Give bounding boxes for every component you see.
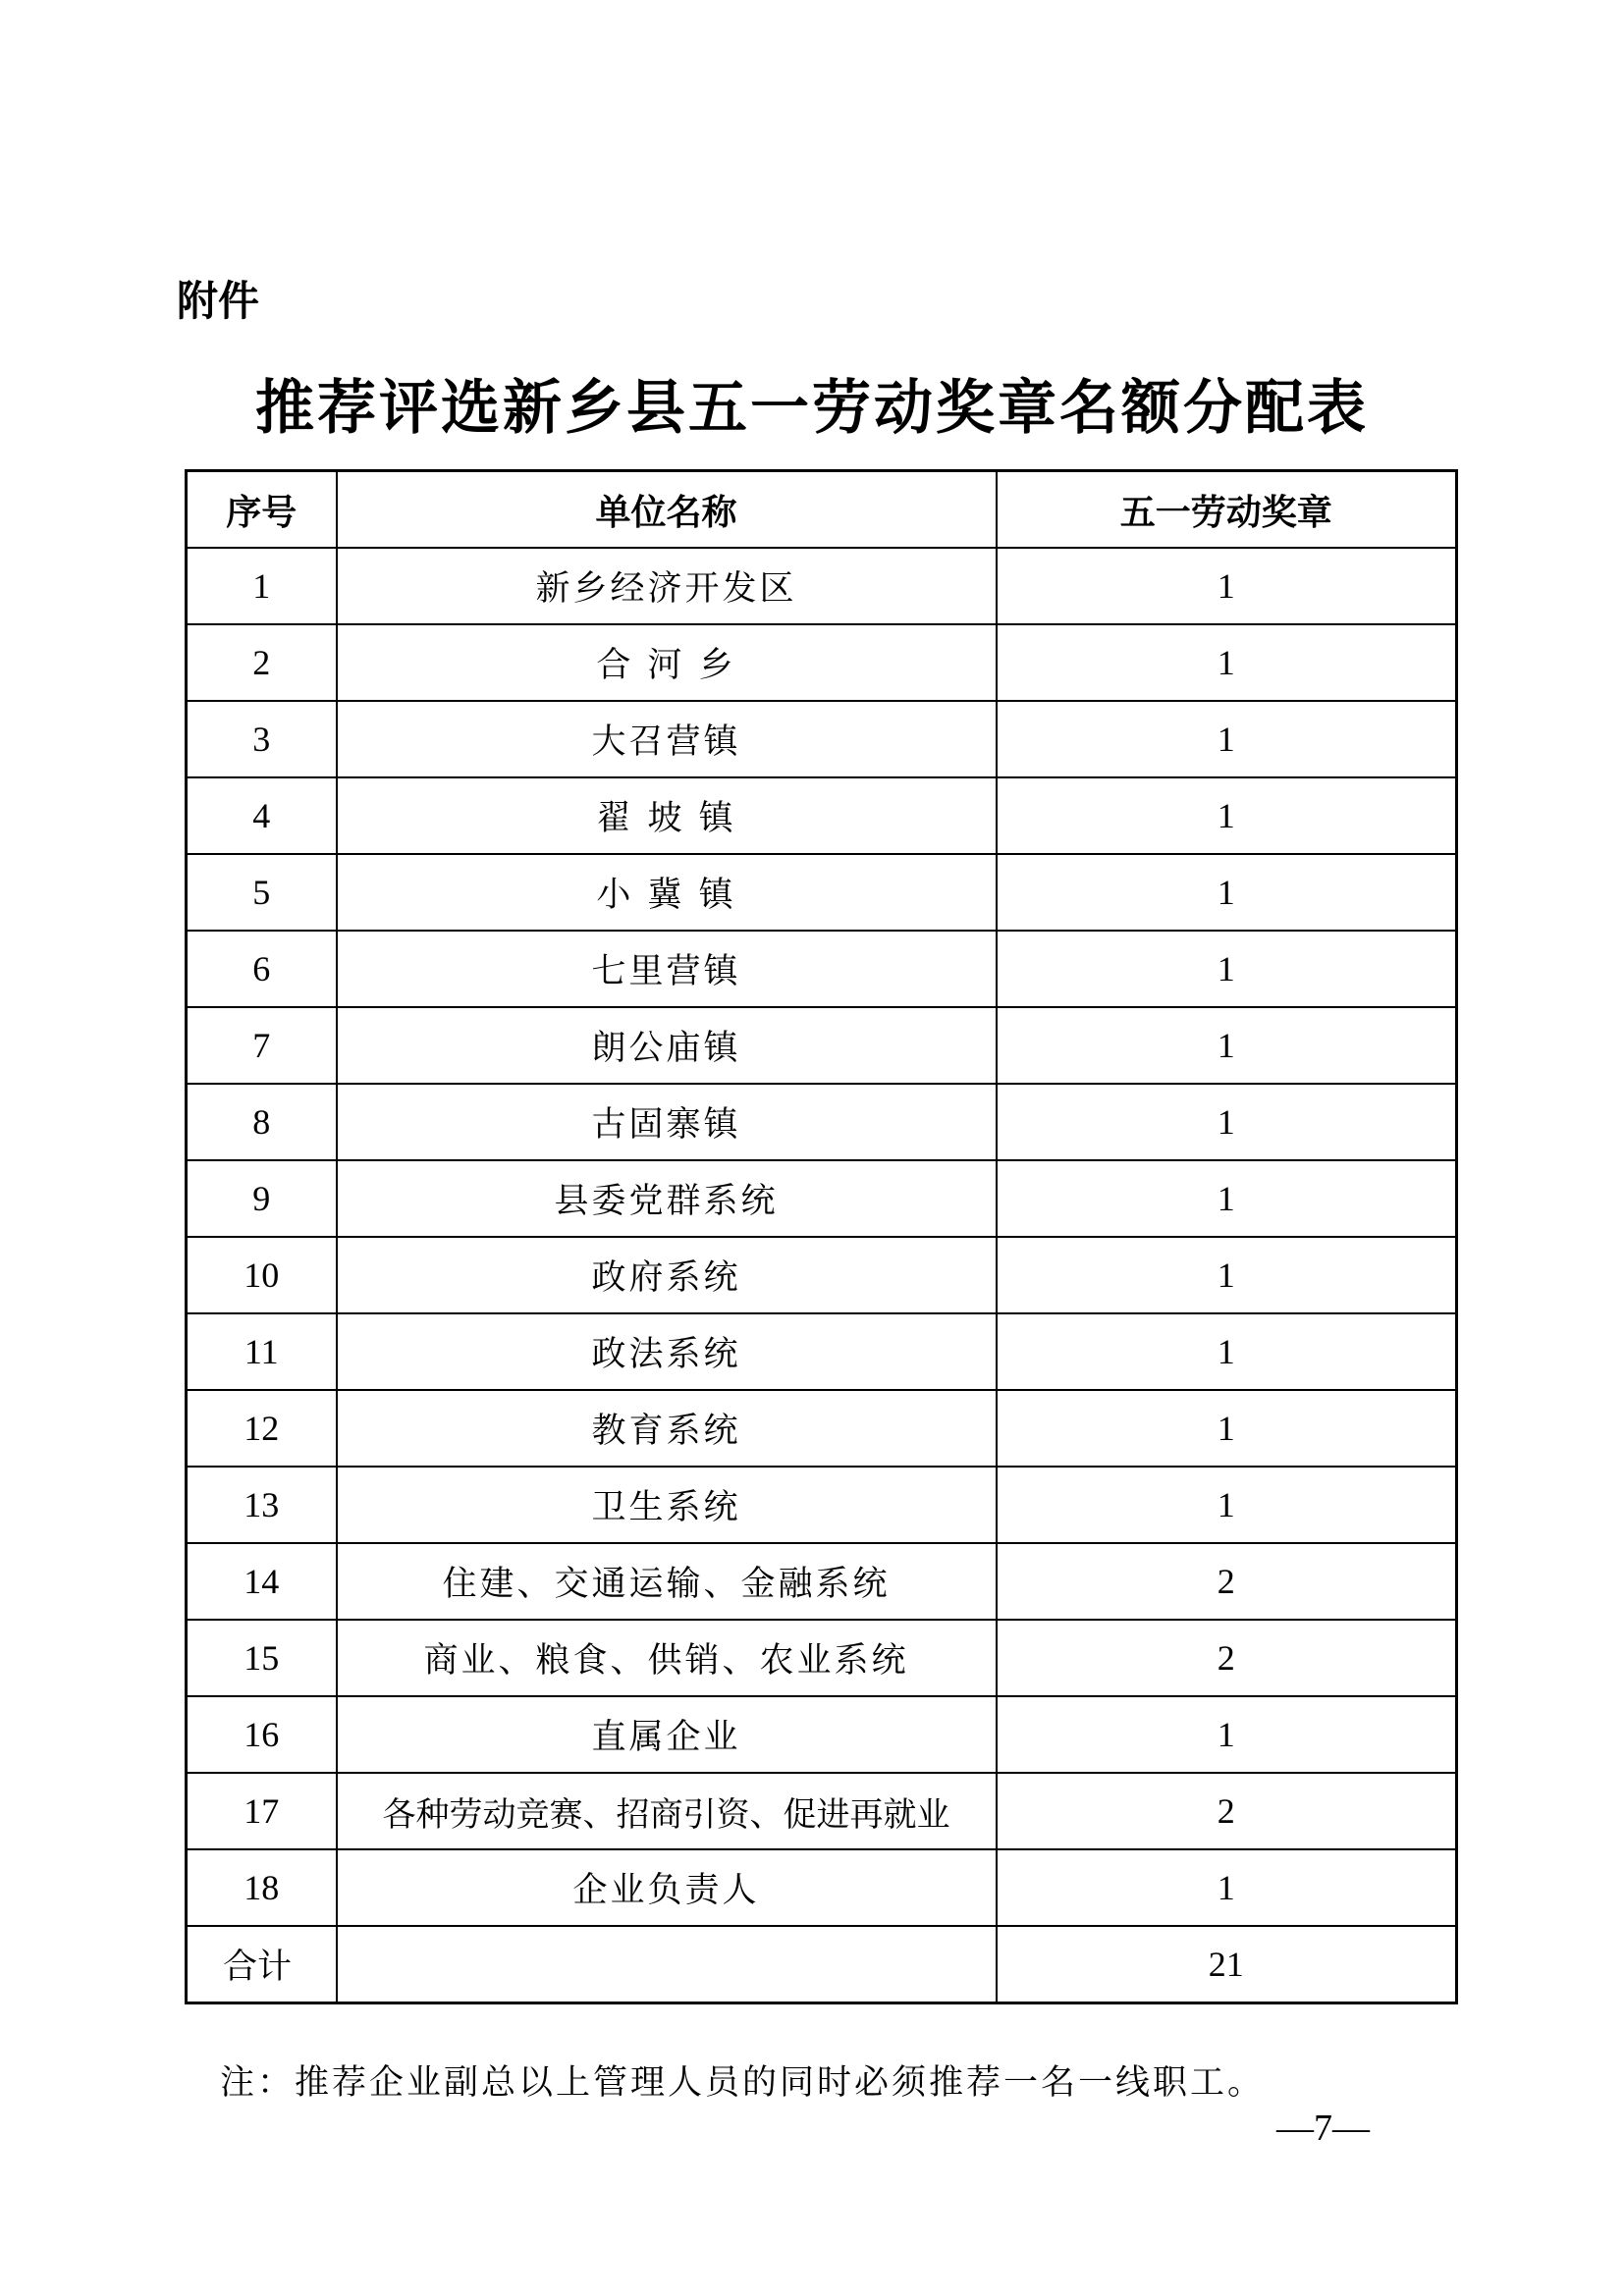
quota-cell: 1 [997,1160,1457,1237]
unit-name-cell: 古固寨镇 [337,1084,997,1160]
unit-name-cell: 政法系统 [337,1313,997,1390]
table-row [187,1160,1457,1237]
table-row [187,931,1457,1007]
quota-cell: 1 [997,777,1457,854]
table-row [187,624,1457,701]
table-row [187,1467,1457,1543]
serial-number-cell: 18 [187,1849,337,1926]
table-row [187,1313,1457,1390]
unit-name-cell: 企业负责人 [337,1849,997,1926]
unit-name-cell: 县委党群系统 [337,1160,997,1237]
total-unit-cell [337,1926,997,2003]
serial-number-cell: 4 [187,777,337,854]
unit-name-cell: 直属企业 [337,1696,997,1773]
quota-cell: 2 [997,1543,1457,1620]
unit-name-cell: 商业、粮食、供销、农业系统 [337,1620,997,1696]
serial-number-cell: 2 [187,624,337,701]
document-title: 推荐评选新乡县五一劳动奖章名额分配表 [255,374,1369,443]
table-row [187,1849,1457,1926]
quota-cell: 1 [997,1084,1457,1160]
unit-name-cell: 大召营镇 [337,701,997,777]
table-row [187,1773,1457,1849]
serial-number-cell: 10 [187,1237,337,1313]
quota-cell: 1 [997,854,1457,931]
unit-name-cell: 卫生系统 [337,1467,997,1543]
quota-cell: 2 [997,1773,1457,1849]
table-row [187,1620,1457,1696]
unit-name-cell: 住建、交通运输、金融系统 [337,1543,997,1620]
serial-number-cell: 12 [187,1390,337,1467]
table-row [187,1084,1457,1160]
quota-cell: 1 [997,1696,1457,1773]
table-header-row [187,471,1457,549]
unit-name-cell: 小 冀 镇 [337,854,997,931]
table-row [187,854,1457,931]
table-row [187,777,1457,854]
serial-number-cell: 8 [187,1084,337,1160]
unit-name-cell: 翟 坡 镇 [337,777,997,854]
serial-number-cell: 17 [187,1773,337,1849]
quota-cell: 1 [997,1467,1457,1543]
serial-number-cell: 1 [187,548,337,624]
quota-cell: 2 [997,1620,1457,1696]
quota-cell: 1 [997,931,1457,1007]
serial-number-cell: 3 [187,701,337,777]
header-medal-quota: 五一劳动奖章 [997,471,1457,549]
serial-number-cell: 5 [187,854,337,931]
header-serial-number: 序号 [187,471,337,549]
serial-number-cell: 9 [187,1160,337,1237]
table-row [187,1543,1457,1620]
serial-number-cell: 16 [187,1696,337,1773]
footnote: 注：推荐企业副总以上管理人员的同时必须推荐一名一线职工。 [220,2063,1266,2103]
unit-name-cell: 七里营镇 [337,931,997,1007]
attachment-label: 附件 [177,277,260,325]
serial-number-cell: 15 [187,1620,337,1696]
quota-cell: 1 [997,1007,1457,1084]
table-row [187,1007,1457,1084]
table-row [187,1390,1457,1467]
quota-cell: 1 [997,624,1457,701]
serial-number-cell: 11 [187,1313,337,1390]
table-row [187,701,1457,777]
unit-name-cell: 新乡经济开发区 [337,548,997,624]
quota-cell: 1 [997,1849,1457,1926]
unit-name-cell: 朗公庙镇 [337,1007,997,1084]
serial-number-cell: 13 [187,1467,337,1543]
quota-cell: 1 [997,701,1457,777]
header-unit-name: 单位名称 [337,471,997,549]
total-row [187,1926,1457,2003]
unit-name-cell: 政府系统 [337,1237,997,1313]
total-quota-cell: 21 [997,1926,1457,2003]
quota-allocation-table [185,469,1458,2004]
table-row [187,1696,1457,1773]
serial-number-cell: 14 [187,1543,337,1620]
quota-cell: 1 [997,1390,1457,1467]
quota-cell: 1 [997,548,1457,624]
table-body [187,548,1457,2003]
unit-name-cell: 教育系统 [337,1390,997,1467]
serial-number-cell: 7 [187,1007,337,1084]
unit-name-cell: 合 河 乡 [337,624,997,701]
quota-cell: 1 [997,1237,1457,1313]
table-row [187,1237,1457,1313]
serial-number-cell: 6 [187,931,337,1007]
table-row [187,548,1457,624]
quota-cell: 1 [997,1313,1457,1390]
total-label-cell: 合计 [187,1926,337,2003]
page-number: —7— [1276,2108,1370,2149]
unit-name-cell: 各种劳动竞赛、招商引资、促进再就业 [337,1773,997,1849]
